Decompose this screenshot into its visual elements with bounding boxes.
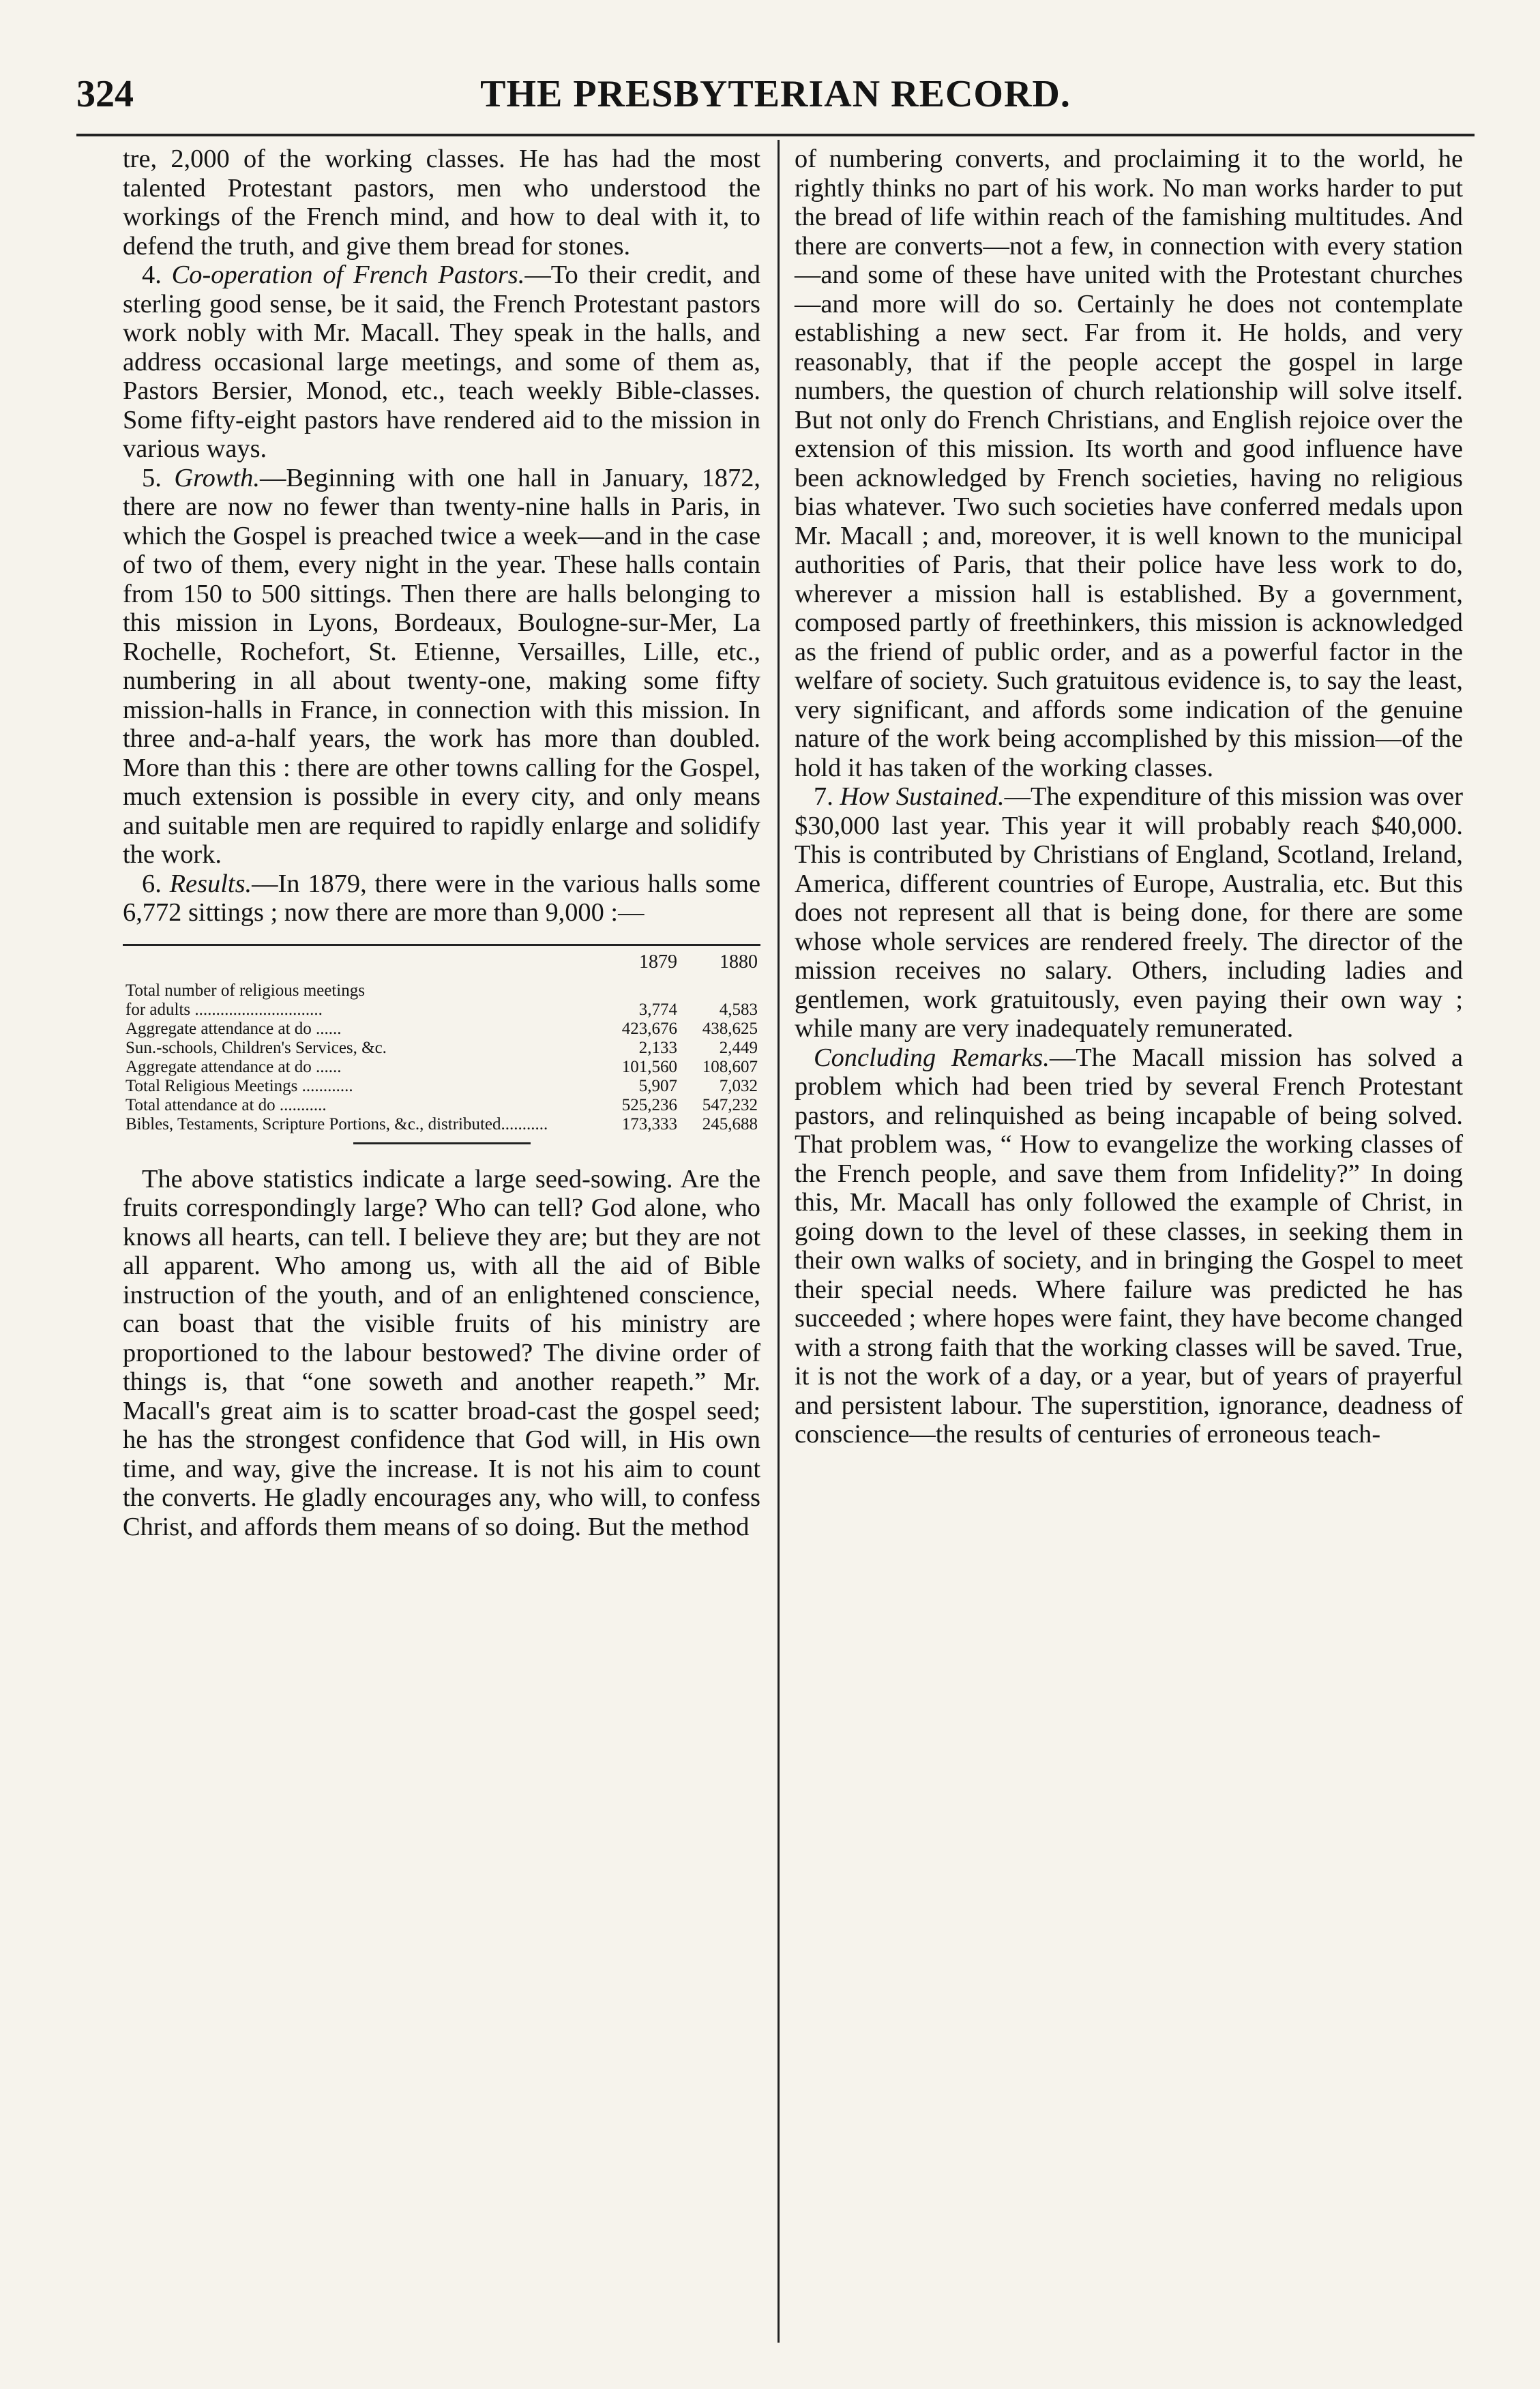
value-1879: 3,774 — [638, 1000, 677, 1019]
row-label: Aggregate attendance at do ...... — [125, 1057, 342, 1076]
row-label: Bibles, Testaments, Scripture Portions, &c., distributed........... — [125, 1114, 548, 1133]
value-1880: 4,583 — [719, 1000, 758, 1019]
column-divider — [778, 140, 780, 2343]
value-1880: 7,032 — [719, 1076, 758, 1095]
section-cooperation — [123, 261, 760, 464]
section-text: —Beginning with one hall in January, 1872, there are now no fewer than twenty-nine halls in Paris, in which the Gospel is preached twice a week—and in the case of two of them, every night in the year. These halls contain from 150 to 500 sittings. Then there are halls belonging to this mission in Lyons, Bordeaux, Boulogne-sur-Mer, La Rochelle, Rochefort, St. Etienne, Versailles, Lille, etc., numbering in all about twenty-one, making some fifty mission-halls in France, in connection with this mission. In three and-a-half years, the work has more than doubled. More than this : there are other towns calling for the Gospel, much extension is possible in every city, and only means and suitable men are required to rapidly enlarge and solidify the work. — [123, 463, 760, 869]
value-1879: 173,333 — [621, 1114, 677, 1133]
column-header-1880: 1880 — [720, 951, 758, 973]
page-header — [76, 65, 1475, 134]
section-growth — [123, 464, 760, 870]
table-row — [123, 1020, 760, 1039]
value-1879: 5,907 — [638, 1076, 677, 1095]
value-1880: 2,449 — [719, 1038, 758, 1057]
section-heading: Concluding Remarks. — [814, 1043, 1050, 1072]
section-text: —The expenditure of this mission was over $30,000 last year. This year it will probably reach $40,000. This is contributed by Christians of England, Scotland, Ireland, America, different countries of Europe, Australia, etc. But this does not represent all that is being done, for there are some whose whole services are rendered freely. The director of the mission receives no salary. Others, including ladies and gentlemen, work gratuitously, even paying their own way ; while many are very inadequately remunerated. — [795, 782, 1463, 1043]
section-heading: Co-operation of French Pastors. — [171, 261, 525, 289]
section-heading: Results. — [169, 869, 252, 898]
section-text: —To their credit, and sterling good sense, be it said, the French Protestant pastors work nobly with Mr. Macall. They speak in the halls, and address occasional large meetings, and some of them as, Pastors Bersier, Monod, etc., teach weekly Bible-classes. Some fifty-eight pastors have rendered aid to the mission in various ways. — [123, 261, 760, 463]
section-text: —In 1879, there were in the various halls some 6,772 sittings ; now there are more than 9,000 :— — [123, 869, 760, 927]
paragraph: tre, 2,000 of the working classes. He has had the most talented Protestant pastors, men who understood the workings of the French mind, and how to deal with it, to defend the truth, and give them bread for stones. — [123, 145, 760, 261]
table-row — [123, 981, 760, 1000]
left-column — [123, 145, 760, 1541]
section-number: 7. — [814, 782, 833, 811]
section-heading: Growth. — [174, 463, 260, 492]
row-label: Aggregate attendance at do ...... — [125, 1019, 342, 1038]
table-row — [123, 1096, 760, 1115]
value-1880: 108,607 — [702, 1057, 758, 1076]
row-label: Total number of religious meetings — [125, 981, 365, 1000]
row-label: Total attendance at do ........... — [125, 1095, 327, 1114]
row-label: Total Religious Meetings ............ — [125, 1076, 353, 1095]
value-1880: 438,625 — [702, 1019, 758, 1038]
section-results — [123, 870, 760, 928]
table-row — [123, 1000, 760, 1020]
paragraph: The above statistics indicate a large seed-sowing. Are the fruits correspondingly large? Who can tell? God alone, who knows all hearts, can tell. I believe they are; but they are not all apparent. Who among us, with all the aid of Bible instruction of the youth, and of an enlightened conscience, can boast that the visible fruits of his ministry are proportioned to the labour bestowed? The divine order of things is, that “one soweth and another reapeth.” Mr. Macall's great aim is to scatter broad-cast the gospel seed; he has the strongest confidence that God will, in His own time, and way, give the increase. It is not his aim to count the converts. He gladly encourages any, who will, to confess Christ, and affords them means of so doing. But the method — [123, 1164, 760, 1541]
value-1879: 2,133 — [638, 1038, 677, 1057]
table-row — [123, 1115, 760, 1134]
page-number: 324 — [76, 73, 134, 115]
section-number: 6. — [142, 869, 162, 898]
table-row — [123, 1039, 760, 1058]
section-number: 4. — [142, 261, 162, 289]
section-how-sustained — [795, 782, 1463, 1043]
row-label: Sun.-schools, Children's Services, &c. — [125, 1038, 387, 1057]
statistics-table — [123, 944, 760, 1144]
header-rule — [76, 134, 1475, 136]
value-1879: 101,560 — [621, 1057, 677, 1076]
value-1879: 525,236 — [621, 1095, 677, 1114]
section-concluding-remarks — [795, 1043, 1463, 1449]
running-title: THE PRESBYTERIAN RECORD. — [480, 73, 1071, 115]
paragraph: of numbering converts, and proclaiming it to the world, he rightly thinks no part of his work. No man works harder to put the bread of life within reach of the famishing multitudes. And there are converts—not a few, in connection with every station—and some of these have united with the Protestant churches—and more will do so. Certainly he does not contemplate establishing a new sect. Far from it. He holds, and very reasonably, that if the people accept the gospel in large numbers, the question of church relationship will solve itself. But not only do French Christians, and English rejoice over the extension of this mission. Its worth and good influence have been acknowledged by French societies, having no religious bias whatever. Two such societies have conferred medals upon Mr. Macall ; and, moreover, it is well known to the municipal authorities of Paris, that their police have less work to do, wherever a mission hall is established. By a government, composed partly of freethinkers, this mission is acknowledged as the friend of public order, and as a powerful factor in the welfare of society. Such gratuitous evidence is, to say the least, very significant, and affords some indication of the genuine nature of the work being accomplished by this mission—of the hold it has taken of the working classes. — [795, 145, 1463, 782]
value-1879 — [599, 981, 680, 1000]
value-1879: 423,676 — [621, 1019, 677, 1038]
section-number: 5. — [142, 463, 162, 492]
column-header-1879: 1879 — [639, 951, 677, 973]
section-heading: How Sustained. — [840, 782, 1005, 811]
value-1880: 547,232 — [702, 1095, 758, 1114]
table-row — [123, 1077, 760, 1096]
right-column — [795, 145, 1463, 1449]
value-1880: 245,688 — [702, 1114, 758, 1133]
table-bottom-rule — [353, 1142, 531, 1144]
row-label: for adults .............................. — [125, 1000, 323, 1019]
value-1880 — [680, 981, 760, 1000]
table-row — [123, 1058, 760, 1077]
section-text: —The Macall mission has solved a problem which had been tried by several French Protestant pastors, and relinquished as being incapable of being solved. That problem was, “ How to evangelize the working classes of the French people, and save them from Infidelity?” In doing this, Mr. Macall has only followed the example of Christ, in going down to the level of these classes, in seeking them in their own walks of society, and in bringing the Gospel to meet their special needs. Where failure was predicted he has succeeded ; where hopes were faint, they have become changed with a strong faith that the working classes will be saved. True, it is not the work of a day, or a year, but of years of prayerful and persistent labour. The superstition, ignorance, deadness of conscience—the results of centuries of erroneous teach- — [795, 1043, 1463, 1449]
